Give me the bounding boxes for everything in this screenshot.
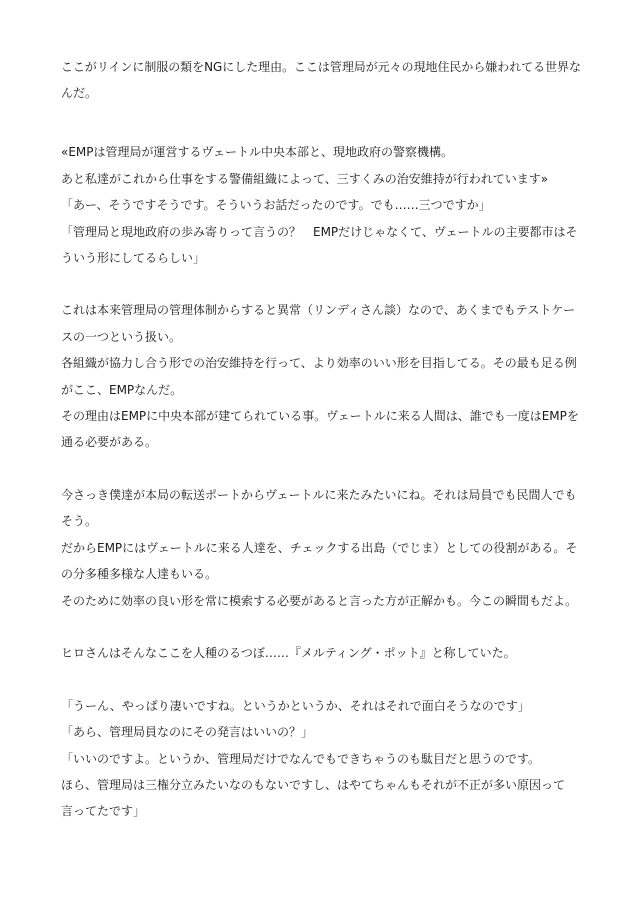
text-line: だからEMPにはヴェートルに来る人達を、チェックする出島（でじま）としての役割がある。そ	[61, 541, 578, 555]
text-line: ういう形にしてるらしい」	[61, 251, 206, 265]
text-line: 「あら、管理局員なのにその発言はいいの？」	[61, 725, 314, 739]
text-line: がここ、EMPなんだ。	[61, 383, 183, 397]
text-line: んだ。	[61, 86, 98, 100]
text-line: あと私達がこれから仕事をする警備組織によって、三すくみの治安維持が行われています»	[61, 172, 549, 186]
text-line: 言ってたです」	[61, 804, 146, 818]
text-line: スの一つという扱い。	[61, 330, 182, 344]
text-line: 「いいのですよ。というか、管理局だけでなんでもできちゃうのも駄目だと思うのです。	[61, 752, 541, 766]
text-line: 通る必要がある。	[61, 435, 158, 449]
text-line: の分多種多様な人達もいる。	[61, 567, 218, 581]
text-line: «EMPは管理局が運営するヴェートル中央本部と、現地政府の警察機構。	[61, 145, 454, 159]
text-line: 各組織が協力し合う形での治安維持を行って、より効率のいい形を目指してる。その最も足る例	[61, 356, 577, 370]
text-line: 今さっき僕達が本局の転送ポートからヴェートルに来たみたいにね。それは局員でも民間人でも	[61, 488, 577, 502]
text-line: ここがリインに制服の類をNGにした理由。ここは管理局が元々の現地住民から嫌われてる世界な	[61, 60, 581, 74]
text-line: ほら、管理局は三権分立みたいなのもないですし、はやてちゃんもそれが不正が多い原因って	[61, 778, 566, 792]
text-line: 「うーん、やっぱり凄いですね。というかというか、それはそれで面白そうなのです」	[61, 699, 530, 713]
text-line: その理由はEMPに中央本部が建てられている事。ヴェートルに来る人間は、誰でも一度はEMPを	[61, 409, 579, 423]
text-line: 「あー、そうですそうです。そういうお話だったのです。でも……三つですか」	[61, 198, 491, 212]
text-line: これは本来管理局の管理体制からすると異常（リンディさん談）なので、あくまでもテストケー	[61, 303, 576, 317]
text-line: 「管理局と現地政府の歩み寄りって言うの？ EMPだけじゃなくて、ヴェートルの主要都市はそ	[61, 225, 578, 239]
text-line: そう。	[61, 514, 98, 528]
text-line: そのために効率の良い形を常に模索する必要があると言った方が正解かも。今この瞬間もだよ。	[61, 594, 578, 608]
text-line: ヒロさんはそんなここを人種のるつぼ……『メルティング・ポット』と称していた。	[61, 646, 516, 660]
